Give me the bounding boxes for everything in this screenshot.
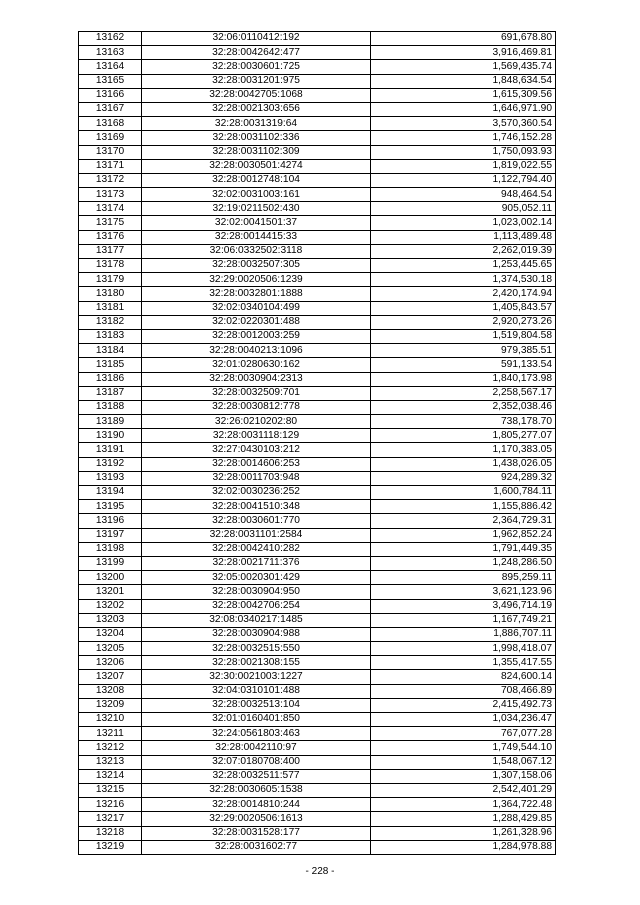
- row-number-cell: 13217: [79, 812, 142, 826]
- row-number-cell: 13197: [79, 528, 142, 542]
- row-number-cell: 13210: [79, 713, 142, 727]
- table-row: [79, 642, 556, 656]
- row-number-cell: 13173: [79, 188, 142, 202]
- register-table: [78, 31, 556, 855]
- cadastral-number-cell: 32:02:0031003:161: [142, 188, 371, 202]
- amount-cell: 2,920,273.26: [371, 315, 556, 329]
- cadastral-number-cell: 32:28:0012003:259: [142, 329, 371, 343]
- cadastral-number-cell: 32:28:0030904:988: [142, 627, 371, 641]
- cadastral-number-cell: 32:24:0561803:463: [142, 727, 371, 741]
- row-number-cell: 13194: [79, 486, 142, 500]
- row-number-cell: 13186: [79, 372, 142, 386]
- cadastral-number-cell: 32:02:0220301:488: [142, 315, 371, 329]
- table-row: [79, 386, 556, 400]
- cadastral-number-cell: 32:01:0280630:162: [142, 358, 371, 372]
- cadastral-number-cell: 32:07:0180708:400: [142, 755, 371, 769]
- cadastral-number-cell: 32:28:0041510:348: [142, 500, 371, 514]
- amount-cell: 2,415,492.73: [371, 698, 556, 712]
- row-number-cell: 13196: [79, 514, 142, 528]
- row-number-cell: 13185: [79, 358, 142, 372]
- cadastral-number-cell: 32:29:0020506:1613: [142, 812, 371, 826]
- amount-cell: 1,374,530.18: [371, 273, 556, 287]
- table-row: [79, 358, 556, 372]
- table-row: [79, 287, 556, 301]
- cadastral-number-cell: 32:02:0340104:499: [142, 301, 371, 315]
- table-row: [79, 216, 556, 230]
- amount-cell: 1,438,026.05: [371, 457, 556, 471]
- amount-cell: 1,364,722.48: [371, 798, 556, 812]
- table-row: [79, 145, 556, 159]
- table-row: [79, 443, 556, 457]
- table-row: [79, 500, 556, 514]
- table-row: [79, 613, 556, 627]
- cadastral-number-cell: 32:28:0032801:1888: [142, 287, 371, 301]
- amount-cell: 905,052.11: [371, 202, 556, 216]
- cadastral-number-cell: 32:28:0032515:550: [142, 642, 371, 656]
- cadastral-number-cell: 32:05:0020301:429: [142, 571, 371, 585]
- register-table-body: [79, 32, 556, 855]
- table-row: [79, 755, 556, 769]
- table-row: [79, 457, 556, 471]
- cadastral-number-cell: 32:28:0031118:129: [142, 429, 371, 443]
- cadastral-number-cell: 32:28:0032513:104: [142, 698, 371, 712]
- amount-cell: 1,405,843.57: [371, 301, 556, 315]
- cadastral-number-cell: 32:28:0031101:2584: [142, 528, 371, 542]
- cadastral-number-cell: 32:02:0041501:37: [142, 216, 371, 230]
- row-number-cell: 13195: [79, 500, 142, 514]
- table-row: [79, 301, 556, 315]
- table-row: [79, 102, 556, 116]
- amount-cell: 1,519,804.58: [371, 329, 556, 343]
- row-number-cell: 13164: [79, 60, 142, 74]
- row-number-cell: 13183: [79, 329, 142, 343]
- row-number-cell: 13205: [79, 642, 142, 656]
- row-number-cell: 13178: [79, 259, 142, 273]
- row-number-cell: 13171: [79, 159, 142, 173]
- table-row: [79, 798, 556, 812]
- table-row: [79, 131, 556, 145]
- cadastral-number-cell: 32:28:0032507:305: [142, 259, 371, 273]
- table-row: [79, 202, 556, 216]
- amount-cell: 895,259.11: [371, 571, 556, 585]
- amount-cell: 2,542,401.29: [371, 783, 556, 797]
- table-row: [79, 230, 556, 244]
- row-number-cell: 13191: [79, 443, 142, 457]
- cadastral-number-cell: 32:02:0030236:252: [142, 486, 371, 500]
- row-number-cell: 13184: [79, 344, 142, 358]
- table-row: [79, 329, 556, 343]
- cadastral-number-cell: 32:28:0042110:97: [142, 741, 371, 755]
- amount-cell: 767,077.28: [371, 727, 556, 741]
- amount-cell: 1,034,236.47: [371, 713, 556, 727]
- amount-cell: 1,548,067.12: [371, 755, 556, 769]
- amount-cell: 1,170,383.05: [371, 443, 556, 457]
- table-row: [79, 415, 556, 429]
- cadastral-number-cell: 32:04:0310101:488: [142, 684, 371, 698]
- table-row: [79, 88, 556, 102]
- table-row: [79, 571, 556, 585]
- table-row: [79, 670, 556, 684]
- cadastral-number-cell: 32:28:0021303:656: [142, 102, 371, 116]
- table-row: [79, 372, 556, 386]
- table-row: [79, 117, 556, 131]
- amount-cell: 1,253,445.65: [371, 259, 556, 273]
- row-number-cell: 13213: [79, 755, 142, 769]
- amount-cell: 1,750,093.93: [371, 145, 556, 159]
- cadastral-number-cell: 32:28:0030501:4274: [142, 159, 371, 173]
- amount-cell: 1,155,886.42: [371, 500, 556, 514]
- amount-cell: 1,284,978.88: [371, 840, 556, 854]
- row-number-cell: 13174: [79, 202, 142, 216]
- cadastral-number-cell: 32:27:0430103:212: [142, 443, 371, 457]
- cadastral-number-cell: 32:28:0031201:975: [142, 74, 371, 88]
- amount-cell: 2,258,567.17: [371, 386, 556, 400]
- cadastral-number-cell: 32:28:0014415:33: [142, 230, 371, 244]
- amount-cell: 1,791,449.35: [371, 542, 556, 556]
- cadastral-number-cell: 32:28:0011703:948: [142, 471, 371, 485]
- table-row: [79, 159, 556, 173]
- cadastral-number-cell: 32:28:0032509:701: [142, 386, 371, 400]
- cadastral-number-cell: 32:28:0042705:1068: [142, 88, 371, 102]
- row-number-cell: 13190: [79, 429, 142, 443]
- table-row: [79, 656, 556, 670]
- table-row: [79, 812, 556, 826]
- amount-cell: 824,600.14: [371, 670, 556, 684]
- amount-cell: 1,248,286.50: [371, 556, 556, 570]
- amount-cell: 1,805,277.07: [371, 429, 556, 443]
- amount-cell: 1,261,328.96: [371, 826, 556, 840]
- row-number-cell: 13204: [79, 627, 142, 641]
- cadastral-number-cell: 32:28:0030601:725: [142, 60, 371, 74]
- table-row: [79, 400, 556, 414]
- cadastral-number-cell: 32:28:0012748:104: [142, 173, 371, 187]
- table-row: [79, 684, 556, 698]
- amount-cell: 1,840,173.98: [371, 372, 556, 386]
- row-number-cell: 13163: [79, 46, 142, 60]
- row-number-cell: 13202: [79, 599, 142, 613]
- amount-cell: 1,113,489.48: [371, 230, 556, 244]
- amount-cell: 1,023,002.14: [371, 216, 556, 230]
- row-number-cell: 13198: [79, 542, 142, 556]
- cadastral-number-cell: 32:28:0031602:77: [142, 840, 371, 854]
- row-number-cell: 13211: [79, 727, 142, 741]
- cadastral-number-cell: 32:28:0030812:778: [142, 400, 371, 414]
- amount-cell: 738,178.70: [371, 415, 556, 429]
- amount-cell: 1,998,418.07: [371, 642, 556, 656]
- row-number-cell: 13203: [79, 613, 142, 627]
- cadastral-number-cell: 32:28:0021308:155: [142, 656, 371, 670]
- table-row: [79, 514, 556, 528]
- amount-cell: 1,819,022.55: [371, 159, 556, 173]
- row-number-cell: 13179: [79, 273, 142, 287]
- amount-cell: 1,122,794.40: [371, 173, 556, 187]
- table-row: [79, 32, 556, 46]
- row-number-cell: 13189: [79, 415, 142, 429]
- row-number-cell: 13192: [79, 457, 142, 471]
- table-row: [79, 585, 556, 599]
- table-row: [79, 188, 556, 202]
- row-number-cell: 13180: [79, 287, 142, 301]
- row-number-cell: 13200: [79, 571, 142, 585]
- amount-cell: 924,289.32: [371, 471, 556, 485]
- table-row: [79, 486, 556, 500]
- table-row: [79, 528, 556, 542]
- amount-cell: 3,621,123.96: [371, 585, 556, 599]
- table-row: [79, 259, 556, 273]
- amount-cell: 1,600,784.11: [371, 486, 556, 500]
- cadastral-number-cell: 32:28:0031319:64: [142, 117, 371, 131]
- row-number-cell: 13172: [79, 173, 142, 187]
- cadastral-number-cell: 32:28:0040213:1096: [142, 344, 371, 358]
- row-number-cell: 13212: [79, 741, 142, 755]
- amount-cell: 1,646,971.90: [371, 102, 556, 116]
- row-number-cell: 13176: [79, 230, 142, 244]
- amount-cell: 1,355,417.55: [371, 656, 556, 670]
- table-row: [79, 556, 556, 570]
- amount-cell: 3,570,360.54: [371, 117, 556, 131]
- table-row: [79, 698, 556, 712]
- cadastral-number-cell: 32:28:0031102:309: [142, 145, 371, 159]
- cadastral-number-cell: 32:06:0110412:192: [142, 32, 371, 46]
- amount-cell: 1,288,429.85: [371, 812, 556, 826]
- cadastral-number-cell: 32:28:0032511:577: [142, 769, 371, 783]
- cadastral-number-cell: 32:28:0042642:477: [142, 46, 371, 60]
- amount-cell: 691,678.80: [371, 32, 556, 46]
- cadastral-number-cell: 32:06:0332502:3118: [142, 244, 371, 258]
- table-row: [79, 60, 556, 74]
- table-row: [79, 840, 556, 854]
- table-row: [79, 542, 556, 556]
- amount-cell: 1,615,309.56: [371, 88, 556, 102]
- row-number-cell: 13215: [79, 783, 142, 797]
- page-number: - 228 -: [305, 866, 335, 877]
- amount-cell: 708,466.89: [371, 684, 556, 698]
- table-row: [79, 315, 556, 329]
- table-row: [79, 244, 556, 258]
- row-number-cell: 13193: [79, 471, 142, 485]
- amount-cell: 1,746,152.28: [371, 131, 556, 145]
- table-row: [79, 826, 556, 840]
- cadastral-number-cell: 32:28:0014810:244: [142, 798, 371, 812]
- row-number-cell: 13219: [79, 840, 142, 854]
- row-number-cell: 13175: [79, 216, 142, 230]
- row-number-cell: 13201: [79, 585, 142, 599]
- table-row: [79, 713, 556, 727]
- table-row: [79, 727, 556, 741]
- cadastral-number-cell: 32:28:0042410:282: [142, 542, 371, 556]
- row-number-cell: 13188: [79, 400, 142, 414]
- cadastral-number-cell: 32:01:0160401:850: [142, 713, 371, 727]
- amount-cell: 1,848,634.54: [371, 74, 556, 88]
- cadastral-number-cell: 32:28:0042706:254: [142, 599, 371, 613]
- row-number-cell: 13167: [79, 102, 142, 116]
- amount-cell: 2,364,729.31: [371, 514, 556, 528]
- row-number-cell: 13168: [79, 117, 142, 131]
- amount-cell: 979,385.51: [371, 344, 556, 358]
- row-number-cell: 13208: [79, 684, 142, 698]
- cadastral-number-cell: 32:28:0030605:1538: [142, 783, 371, 797]
- table-row: [79, 273, 556, 287]
- row-number-cell: 13165: [79, 74, 142, 88]
- row-number-cell: 13182: [79, 315, 142, 329]
- table-row: [79, 741, 556, 755]
- amount-cell: 3,916,469.81: [371, 46, 556, 60]
- cadastral-number-cell: 32:26:0210202:80: [142, 415, 371, 429]
- cadastral-number-cell: 32:28:0021711:376: [142, 556, 371, 570]
- row-number-cell: 13206: [79, 656, 142, 670]
- table-row: [79, 471, 556, 485]
- amount-cell: 1,962,852.24: [371, 528, 556, 542]
- cadastral-number-cell: 32:28:0031102:336: [142, 131, 371, 145]
- amount-cell: 3,496,714.19: [371, 599, 556, 613]
- row-number-cell: 13181: [79, 301, 142, 315]
- amount-cell: 1,569,435.74: [371, 60, 556, 74]
- amount-cell: 2,262,019.39: [371, 244, 556, 258]
- amount-cell: 1,749,544.10: [371, 741, 556, 755]
- row-number-cell: 13199: [79, 556, 142, 570]
- table-row: [79, 173, 556, 187]
- row-number-cell: 13166: [79, 88, 142, 102]
- table-row: [79, 627, 556, 641]
- row-number-cell: 13162: [79, 32, 142, 46]
- table-row: [79, 344, 556, 358]
- table-row: [79, 769, 556, 783]
- table-row: [79, 599, 556, 613]
- cadastral-number-cell: 32:28:0030601:770: [142, 514, 371, 528]
- row-number-cell: 13218: [79, 826, 142, 840]
- cadastral-number-cell: 32:28:0030904:950: [142, 585, 371, 599]
- amount-cell: 2,352,038.46: [371, 400, 556, 414]
- amount-cell: 591,133.54: [371, 358, 556, 372]
- amount-cell: 1,886,707.11: [371, 627, 556, 641]
- table-row: [79, 46, 556, 60]
- amount-cell: 1,167,749.21: [371, 613, 556, 627]
- cadastral-number-cell: 32:28:0030904:2313: [142, 372, 371, 386]
- row-number-cell: 13209: [79, 698, 142, 712]
- cadastral-number-cell: 32:08:0340217:1485: [142, 613, 371, 627]
- row-number-cell: 13187: [79, 386, 142, 400]
- row-number-cell: 13214: [79, 769, 142, 783]
- row-number-cell: 13216: [79, 798, 142, 812]
- row-number-cell: 13207: [79, 670, 142, 684]
- row-number-cell: 13169: [79, 131, 142, 145]
- table-row: [79, 429, 556, 443]
- cadastral-number-cell: 32:19:0211502:430: [142, 202, 371, 216]
- table-row: [79, 74, 556, 88]
- cadastral-number-cell: 32:28:0014606:253: [142, 457, 371, 471]
- cadastral-number-cell: 32:29:0020506:1239: [142, 273, 371, 287]
- amount-cell: 2,420,174.94: [371, 287, 556, 301]
- amount-cell: 948,464.54: [371, 188, 556, 202]
- table-row: [79, 783, 556, 797]
- cadastral-number-cell: 32:30:0021003:1227: [142, 670, 371, 684]
- row-number-cell: 13177: [79, 244, 142, 258]
- row-number-cell: 13170: [79, 145, 142, 159]
- amount-cell: 1,307,158.06: [371, 769, 556, 783]
- cadastral-number-cell: 32:28:0031528:177: [142, 826, 371, 840]
